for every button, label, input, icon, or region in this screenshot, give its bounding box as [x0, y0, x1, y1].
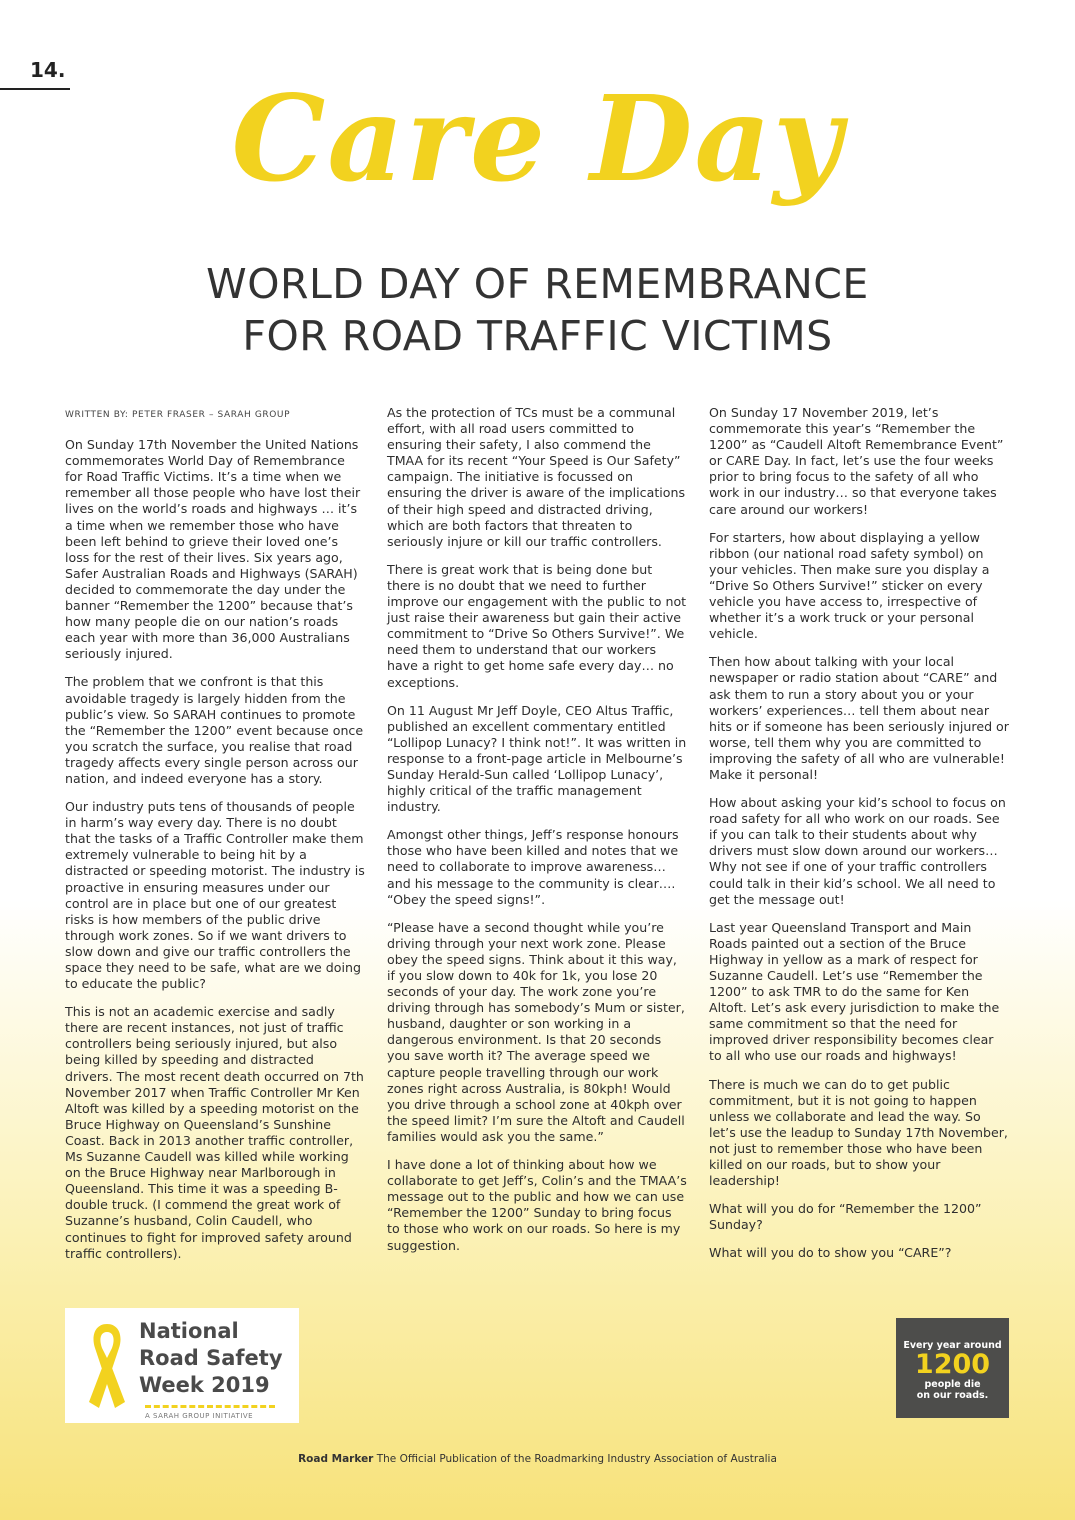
logo-line-2: Road Safety: [139, 1346, 283, 1370]
paragraph: This is not an academic exercise and sadly there are recent instances, not just of traffic controllers being seriously injured, but also being killed by speeding and distracted drivers. The most recent death occurred on 7th November 2017 when Traffic Controller Mr Ken Altoft was killed by a speeding motorist on the Bruce Highway on Queensland’s Sunshine Coast. Back in 2013 another traffic controller, Ms Suzanne Caudell was killed while working on the Bruce Highway near Marlborough in Queensland. This time it was a speeding B-double truck. (I commend the great work of Suzanne’s husband, Colin Caudell, who continues to fight for improved safety around traffic controllers).: [65, 1004, 364, 1261]
page-number: 14.: [30, 58, 66, 82]
article-column-2: [387, 405, 687, 1266]
logo-text: [139, 1318, 299, 1399]
stat-number: 1200: [914, 1349, 991, 1380]
paragraph: Our industry puts tens of thousands of people in harm’s way every day. There is no doubt that the tasks of a Traffic Controller make them extremely vulnerable to being hit by a distracted or speeding motorist. The industry is proactive in ensuring measures under our control are in place but one of our greatest risks is how members of the public drive through work zones. So if we want drivers to slow down and give our traffic controllers the space they need to be safe, what are we doing to educate the public?: [65, 799, 365, 992]
paragraph: The problem that we confront is that this avoidable tragedy is largely hidden from the public’s view. So SARAH continues to promote the “Remember the 1200” event because once you scratch the surface, you realise that road tragedy affects every single person across our nation, and indeed everyone has a story.: [65, 674, 364, 786]
yellow-ribbon-icon: [77, 1316, 137, 1416]
paragraph: “Please have a second thought while you’re driving through your next work zone. Please obey the speed signs. Think about it this way, if you slow down to 40k for 1k, you lose 20 seconds of your day. The work zone you’re driving through has somebody’s Mum or sister, husband, daughter or son working in a dangerous environment. Is that 20 seconds you save worth it? The average speed we capture people travelling through our work zones right across Australia, is 80kph! Would you drive through a school zone at 40kph over the speed limit? I’m sure the Altoft and Caudell families would ask you the same.”: [387, 919, 685, 1144]
paragraph: On 11 August Mr Jeff Doyle, CEO Altus Traffic, published an excellent commentary entitled “Lollipop Lunacy? I think not!”. It was written in response to a front-page article in Melbourne’s Sunday Herald-Sun called ‘Lollipop Lunacy’, highly critical of the traffic management industry.: [387, 702, 687, 815]
byline: WRITTEN BY: PETER FRASER – SARAH GROUP: [65, 410, 291, 420]
stat-bottom-text-2: on our roads.: [916, 1390, 989, 1401]
logo-tagline: A SARAH GROUP INITIATIVE: [145, 1412, 254, 1420]
headline: [0, 258, 1075, 362]
road-safety-week-logo: [65, 1308, 299, 1423]
stat-box: [896, 1318, 1009, 1418]
paragraph: What will you do to show you “CARE”?: [709, 1245, 952, 1261]
logo-line-1: National: [139, 1319, 239, 1343]
paragraph: As the protection of TCs must be a communal effort, with all road users committed to ensuring their safety, I also commend the TMAA for its recent “Your Speed is Our Safety” campaign. The initiative is focussed on ensuring the driver is aware of the implications of their high speed and distracted driving, which are both factors that threaten to seriously injure or kill our traffic controllers.: [387, 405, 686, 549]
logo-line-3: Week 2019: [139, 1373, 270, 1397]
paragraph: There is much we can do to get public commitment, but it is not going to happen unless we collaborate and lead the way. So let’s use the leadup to Sunday 17th November, not just to remember those who have been killed on our roads, but to show your leadership!: [709, 1076, 1008, 1189]
headline-line-2: FOR ROAD TRAFFIC VICTIMS: [242, 312, 833, 360]
paragraph: Last year Queensland Transport and Main Roads painted out a section of the Bruce Highway in yellow as a mark of respect for Suzanne Caudell. Let’s use “Remember the 1200” to ask TMR to do the same for Ken Altoft. Let’s ask every jurisdiction to make the same commitment so that the need for improved driver responsibility becomes clear to all who use our roads and highways!: [709, 919, 1000, 1064]
article-column-1: [65, 405, 365, 1274]
paragraph: How about asking your kid’s school to focus on road safety for all who work on our roads. See if you can talk to their students about why drivers must slow down around our workers… Why not see if one of your traffic controllers could talk in their kid’s school. We all need to get the message out!: [709, 795, 1006, 907]
paragraph: On Sunday 17 November 2019, let’s commemorate this year’s “Remember the 1200” as “Caudell Altoft Remembrance Event” or CARE Day. In fact, let’s use the four weeks prior to bring focus to the safety of all who work in our industry… so that everyone takes care around our workers!: [709, 405, 1004, 517]
script-title: Care Day: [231, 69, 844, 208]
footer: [0, 1453, 1075, 1465]
paragraph: Then how about talking with your local newspaper or radio station about “CARE” and ask them to run a story about you or your workers’ experiences… tell them about near hits or if someone has been seriously injured or worse, tell them why you are committed to improving the safety of all who are vulnerable! Make it personal!: [709, 654, 1009, 782]
stat-bottom-text-1: people die: [924, 1379, 981, 1390]
article-column-3: [709, 405, 1009, 1274]
paragraph: On Sunday 17th November the United Nations commemorates World Day of Remembrance for Road Traffic Victims. It’s a time when we remember all those people who have lost their lives on the world’s roads and highways … it’s a time when we remember those who have been left behind to grieve their loved one’s loss for the rest of their lives. Six years ago, Safer Australian Roads and Highways (SARAH) decided to commemorate the day under the banner “Remember the 1200” because that’s how many people die on our nation’s roads each year with more than 36,000 Australians seriously injured.: [65, 437, 361, 662]
paragraph: I have done a lot of thinking about how we collaborate to get Jeff’s, Colin’s and the TMAA’s message out to the public and how we can use “Remember the 1200” Sunday to bring focus to those who work on our roads. So here is my suggestion.: [387, 1157, 687, 1253]
paragraph: What will you do for “Remember the 1200” Sunday?: [709, 1201, 982, 1233]
footer-description: The Official Publication of the Roadmarking Industry Association of Australia: [376, 1453, 777, 1465]
logo-dashes: [145, 1405, 275, 1412]
paragraph: There is great work that is being done but there is no doubt that we need to further improve our engagement with the public to not just raise their awareness but gain their active commitment to “Drive So Others Survive!”. We need them to understand that our workers have a right to get home safe every day… no exceptions.: [387, 561, 687, 690]
stat-top-text: Every year around: [903, 1340, 1002, 1351]
paragraph: For starters, how about displaying a yellow ribbon (our national road safety symbol) on your vehicles. Then make sure you display a “Drive So Others Survive!” sticker on every vehicle you have access to, irrespective of whether it’s a work truck or your personal vehicle.: [709, 529, 990, 642]
footer-publication: Road Marker: [298, 1453, 374, 1465]
paragraph: Amongst other things, Jeff’s response honours those who have been killed and notes that we need to collaborate to improve awareness… and his message to the community is clear…. “Obey the speed signs!”.: [387, 827, 679, 907]
headline-line-1: WORLD DAY OF REMEMBRANCE: [206, 260, 869, 308]
